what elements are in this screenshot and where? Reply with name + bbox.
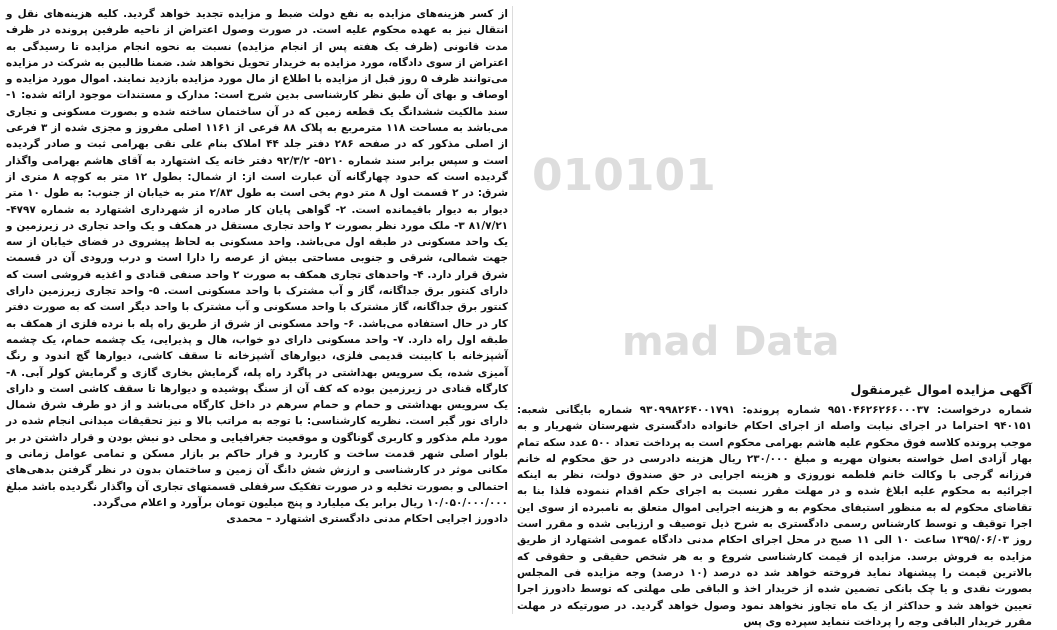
left-column: [6, 6, 508, 581]
right-column: [517, 402, 1033, 628]
column-divider: [512, 6, 513, 614]
auction-title: آگهی مزایده اموال غیرمنقول: [850, 382, 1032, 397]
watermark-logo: [512, 120, 840, 380]
watermark-digits: 010101: [532, 150, 716, 201]
left-paragraph-signature: دادورز اجرایی احکام مدنی دادگستری اشتهارد – محمدی: [226, 513, 508, 526]
right-paragraph-body: شماره درخواست: ۹۵۱۰۴۶۲۶۲۶۶۰۰۰۳۷ شماره پرونده: ۹۳۰۹۹۸۲۶۴۰۰۱۷۹۱ شماره بایگانی شعبه: ۹۴۰۱۵۱ احتراما در اجرای نیابت واصله از اجرای احکام خانواده دادگستری شهرستان شهریار و به موجب پرونده کلاسه فوق محکوم علیه هاشم بهرامی محکوم است به پرداخت تعداد ۵۰۰ عدد سکه تمام بهار آزادی اصل خواسته بعنوان مهریه و مبلغ ۲۳۰/۰۰۰ ریال هزینه دادرسی در حق محکوم له خانم فرزانه گرجی با وکالت خانم فلطمه نوروزی و هزینه اجرایی در حق صندوق دولت، نظر به اینکه اجرائیه به محکوم علیه ابلاغ شده و در مهلت مقرر نسبت به اجرای حکم اقدام ننموده فلذا بنا به تقاضای محکوم له به منظور استیفای محکوم به و هزینه اجرایی اموال متعلق به نامبرده از سوی این اجرا توقیف و توسط کارشناس رسمی دادگستری به شرح ذیل توصیف و ارزیابی شده و مقرر است روز ۱۳۹۵/۰۶/۰۳ ساعت ۱۰ الی ۱۱ صبح در محل اجرای احکام مدنی دادگاه عمومی اشتهارد از طریق مزایده به فروش برسد. مزایده از قیمت کارشناسی شروع و به هر شخص حقیقی و حقوقی که بالاترین قیمت را پیشنهاد نماید فروخته خواهد شد ده درصد (۱۰ درصد) وجه مزایده فی المجلس بصورت نقدی و یا چک بانکی تضمین شده از خریدار اخذ و الباقی طی مهلتی که توسط دادورز اجرا تعیین خواهد شد و حداکثر از یک ماه تجاوز نخواهد نمود وصول خواهد گردید. در صورتیکه در مهلت مقرر خریدار الباقی وجه را پرداخت ننماید سپرده وی پس: [517, 404, 1033, 628]
watermark-text: mad Data: [622, 319, 840, 365]
left-paragraph-body: از کسر هزینه‌های مزایده به نفع دولت ضبط و مزایده تجدید خواهد گردید. کلیه هزینه‌های نقل و انتقال نیز به عهده محکوم علیه است. در صورت وصول اعتراض از ناحیه طرفین پرونده در ظرف مدت قانونی (ظرف یک هفته پس از انجام مزایده) نسبت به نحوه انجام مزایده تا رسیدگی به اعتراض از سوی دادگاه، مورد مزایده به خریدار تحویل نخواهد شد. ضمنا طالبین به شرکت در مزایده می‌توانند ظرف ۵ روز قبل از مزایده با اطلاع از مال مورد مزایده بازدید نمایند. اموال مورد مزایده و اوصاف و بهای آن طبق نظر کارشناسی بدین شرح است: مدارک و مستندات موجود ارائه شده: ۱- سند مالکیت ششدانگ یک قطعه زمین که در آن ساختمان ساخته شده و بصورت مسکونی و تجاری می‌باشد به مساحت ۱۱۸ مترمربع به پلاک ۸۸ فرعی از ۱۱۶۱ اصلی مفروز و مجزی شده از ۳ فرعی از اصلی مذکور که در صفحه ۲۸۶ دفتر جلد ۴۴ املاک بنام علی نقی بهرامی ثبت و صادر گردیده است و سپس برابر سند شماره ۵۲۱۰- ۹۲/۳/۲ دفتر خانه یک اشتهارد به آقای هاشم بهرامی واگذار گردیده است که حدود چهارگانه آن عبارت است از: از شمال: بطول ۱۲ متر به کوچه ۸ متری از شرق: در ۲ قسمت اول ۸ متر دوم یخی است به طول ۲/۸۳ متر به خیابان از جنوب: به طول ۱۰ متر دیوار به دیوار باقیمانده است. ۲- گواهی پایان کار صادره از شهرداری اشتهارد به شماره ۴۷۹۷- ۸۱/۷/۲۱ ۳- ملک مورد نظر بصورت ۲ واحد تجاری مستقل در همکف و یک واحد تجاری در زیرزمین و یک واحد مسکونی در طبقه اول می‌باشد. واحد مسکونی به لحاظ پیشروی در فضای خیابان از سه جهت شمالی، شرقی و جنوبی مساحتی بیش از عرصه را دارا است و درب ورودی آن در قسمت شرق قرار دارد. ۴- واحدهای تجاری همکف به صورت ۲ واحد صنفی قنادی و اغذیه فروشی است که دارای کنتور برق جداگانه، گاز و آب مشترک با واحد مسکونی است. ۵- واحد تجاری زیرزمین دارای کنتور برق جداگانه، گاز مشترک با واحد مسکونی و آب مشترک با واحد دیگر است که به صورت دفتر کار در حال استفاده می‌باشد. ۶- واحد مسکونی از شرق از طریق راه پله با نرده فلزی از همکف به طبقه اول راه دارد. ۷- واحد مسکونی دارای دو خواب، هال و پذیرایی، یک چشمه حمام، یک چشمه آشپزخانه با کابینت قدیمی فلزی، دیوارهای آشپزخانه تا سقف کاشی، دیوارها گچ اندود و رنگ آمیزی شده، یک سرویس بهداشتی در پاگرد راه پله، گرمایش بخاری گازی و گرمایش کولر آبی. ۸- کارگاه قنادی در زیرزمین بوده که کف آن از سنگ پوشیده و دیوارها تا سقف کاشی است و دارای یک سرویس بهداشتی و حمام و حمام سرهم در داخل کارگاه می‌باشد و از دو طرف شرق شمال دارای نور گیر است. نظریه کارشناسی: با توجه به مراتب بالا و نیز تحقیقات میدانی انجام شده در مورد ملم مذکور و کاربری گوناگون و موقعیت جغرافیایی و محلی دو نبش بودن و قرار داشتن در بر بلوار اصلی شهر قدمت ساخت و کاربرد و قرار حاکم بر بازار مسکن و تمامی عوامل زمانی و مکانی موثر در کارشناسی و ارزش شش دانگ آن زمین و ساختمان بدون در نظر گرفتن بدهی‌های احتمالی و بصورت تخلیه و در صورت تفکیک سرقفلی قسمتهای تجاری آن واگذار نگردیده باشد مبلغ ۱۰/۰۵۰/۰۰۰/۰۰۰ ریال برابر یک میلیارد و پنج میلیون تومان برآورد و اعلام می‌گردد.: [6, 8, 509, 509]
